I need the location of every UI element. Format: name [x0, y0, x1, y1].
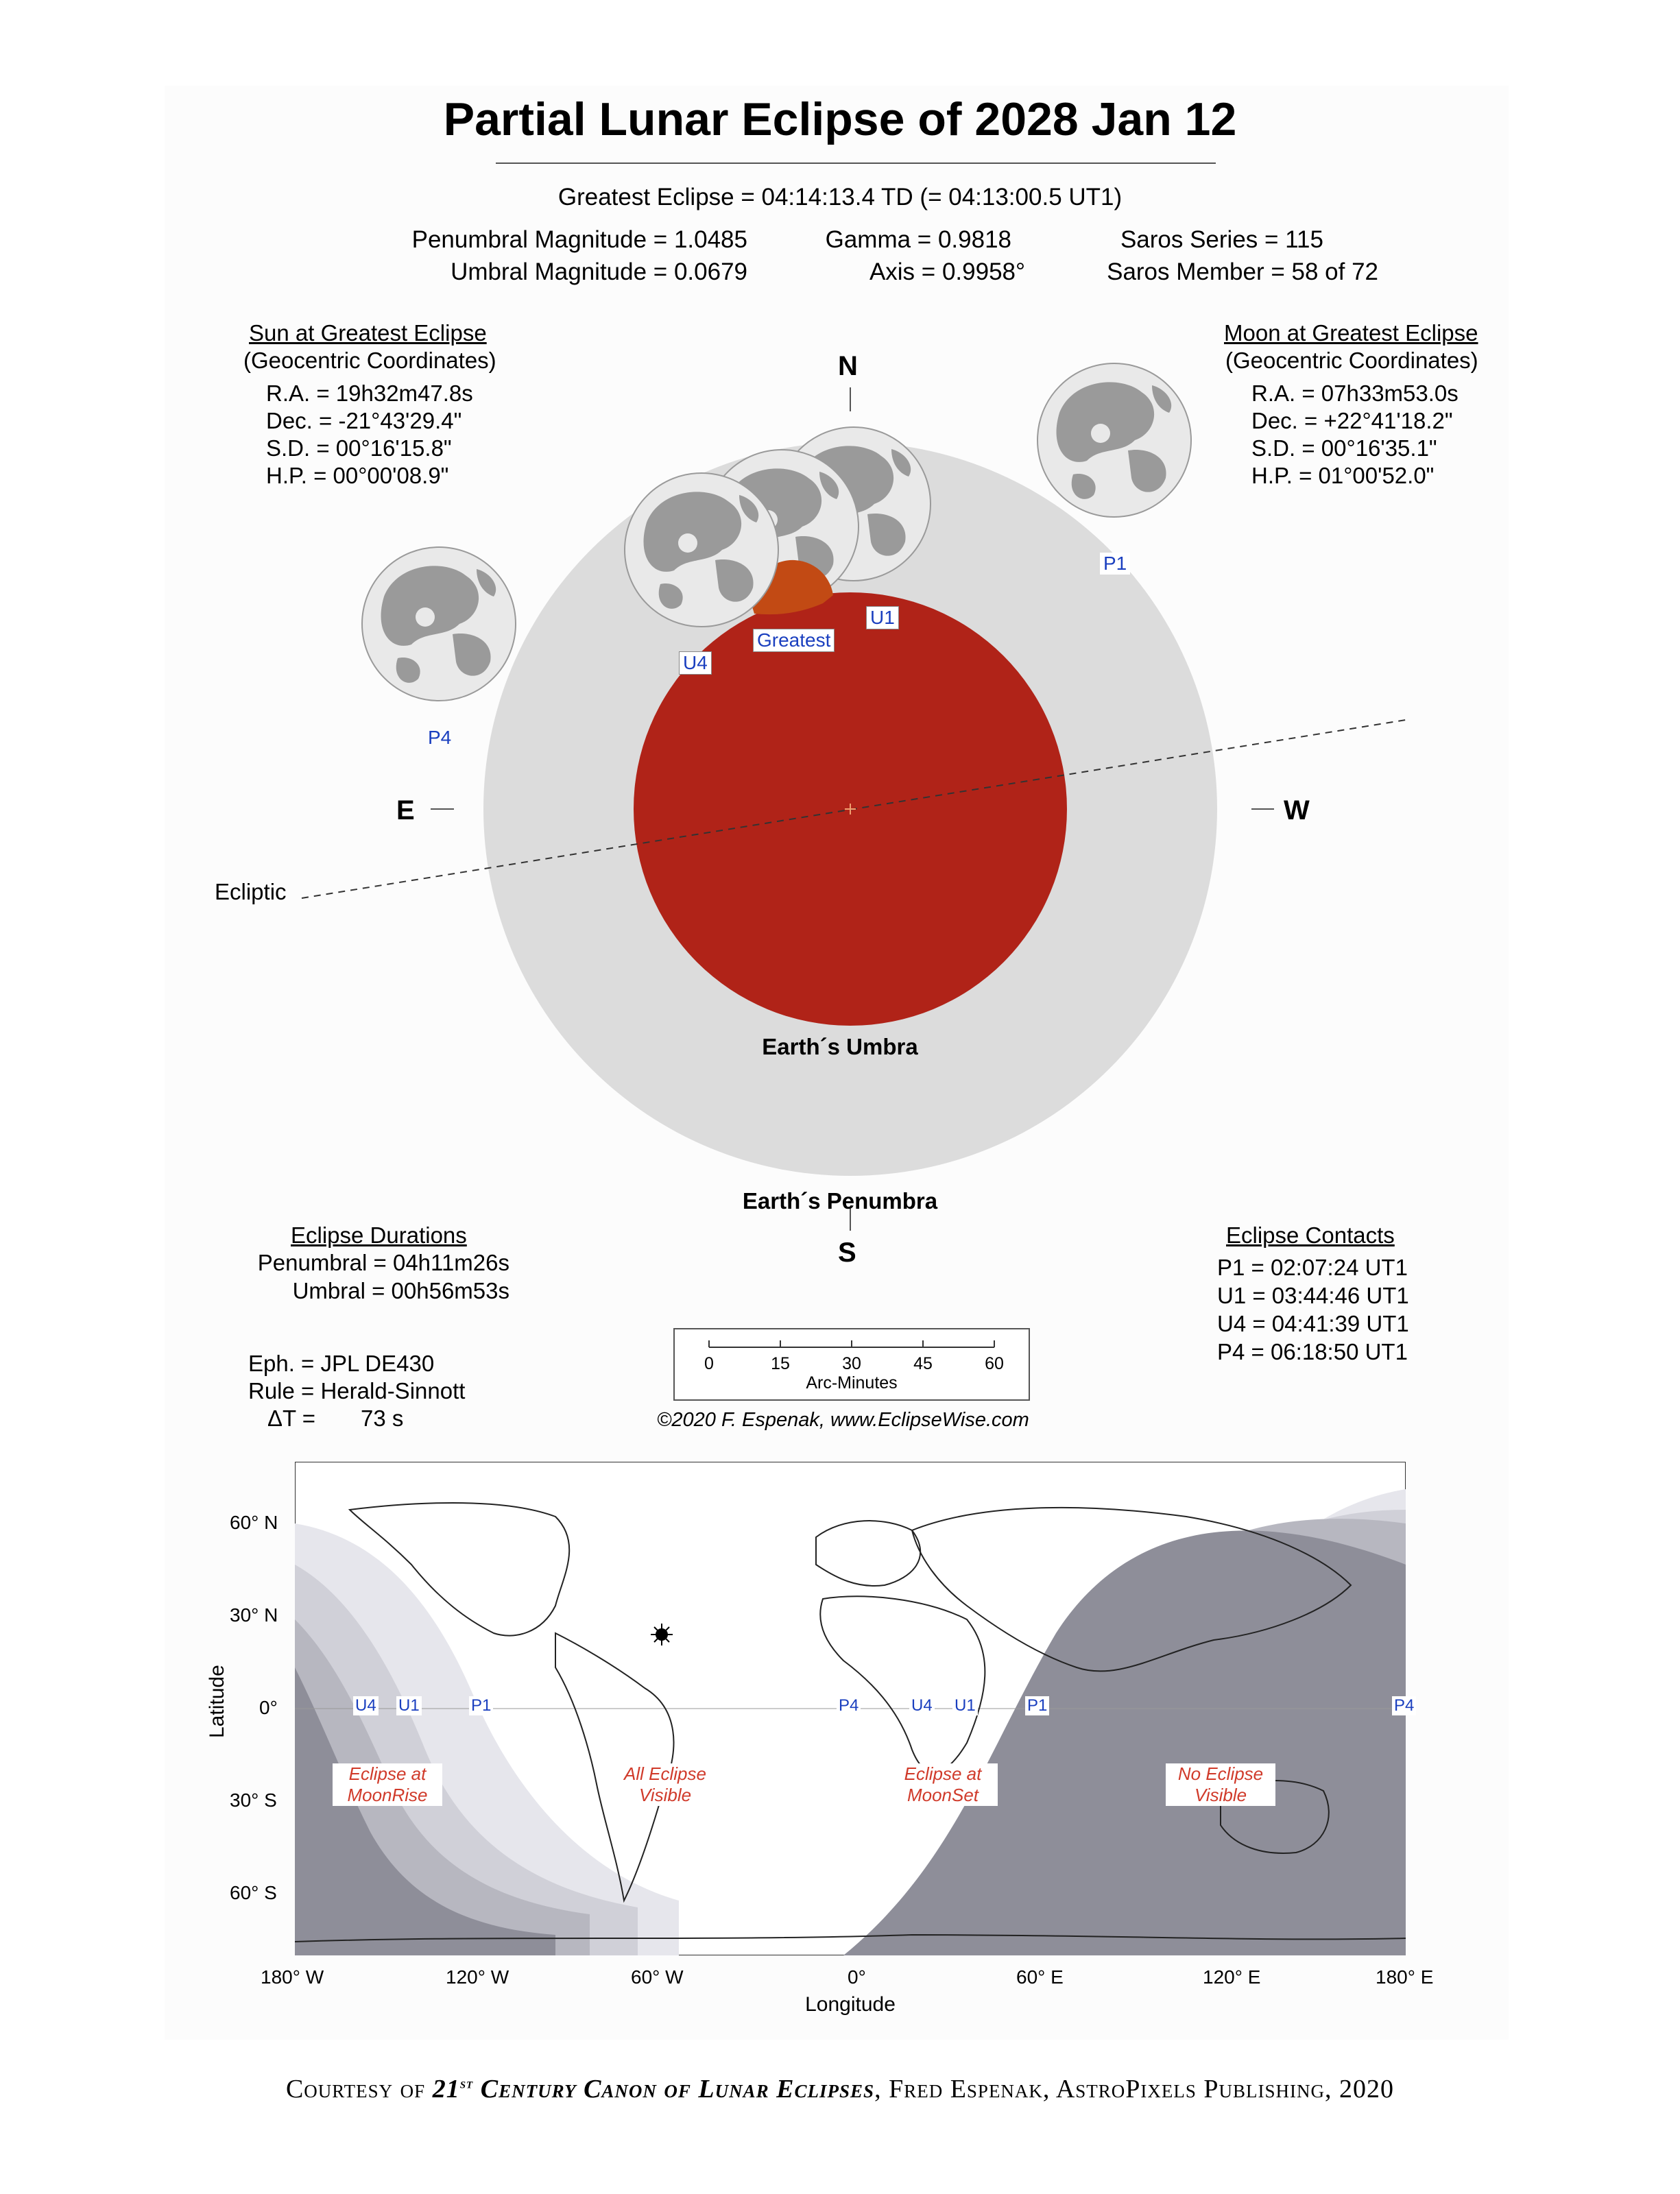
umbra-label: Earth´s Umbra: [762, 1034, 918, 1059]
scale-bar-box: [673, 1328, 1030, 1401]
footer-courtesy: Courtesy of: [285, 2075, 433, 2103]
footer-century-num: 21: [432, 2075, 460, 2103]
contact-label-u4: U4: [679, 651, 712, 675]
scale-label: Arc-Minutes: [806, 1373, 898, 1393]
lon-tick-0: 0°: [848, 1966, 866, 1988]
east-label: E: [396, 795, 415, 825]
moon-p1: [1037, 363, 1191, 517]
footer-century-sup: st: [459, 2074, 474, 2092]
sun-dec: Dec. = -21°43'29.4": [266, 408, 462, 433]
region-all-visible: [610, 1763, 720, 1806]
scale-tick-30: 30: [842, 1354, 861, 1373]
map-label-u1-left: U1: [396, 1696, 422, 1715]
region-moonset: [888, 1763, 998, 1806]
contacts-heading: Eclipse Contacts: [1226, 1222, 1395, 1248]
lon-tick-120e: 120° E: [1203, 1966, 1261, 1988]
lat-tick-30n: 30° N: [230, 1604, 278, 1626]
axis: Axis = 0.9958°: [869, 258, 1025, 285]
contact-label-greatest: Greatest: [753, 629, 835, 652]
ephemeris: Eph. = JPL DE430: [248, 1351, 435, 1376]
region-all-visible-line2: Visible: [610, 1785, 720, 1806]
saros-member: Saros Member = 58 of 72: [1107, 258, 1378, 285]
region-moonrise-line2: MoonRise: [333, 1785, 442, 1806]
duration-penumbral: Penumbral = 04h11m26s: [257, 1250, 509, 1275]
south-label: S: [838, 1238, 856, 1268]
contact-label-u1: U1: [866, 606, 899, 629]
moon-p4: [362, 547, 516, 701]
duration-umbral: Umbral = 00h56m53s: [292, 1278, 509, 1303]
lat-tick-60n: 60° N: [230, 1512, 278, 1533]
map-label-p1-mid: P1: [1025, 1696, 1049, 1715]
map-label-u1-mid: U1: [952, 1696, 978, 1715]
lon-tick-180w: 180° W: [261, 1966, 324, 1988]
durations-heading: Eclipse Durations: [291, 1222, 467, 1248]
scale-tick-45: 45: [913, 1354, 933, 1373]
umbral-magnitude: Umbral Magnitude = 0.0679: [451, 258, 747, 285]
contact-u1: U1 = 03:44:46 UT1: [1217, 1283, 1409, 1308]
moon-u4: [625, 473, 778, 627]
region-no-eclipse-line2: Visible: [1166, 1785, 1275, 1806]
footer-book: Century Canon of Lunar Eclipses: [473, 2075, 875, 2103]
lat-tick-0: 0°: [259, 1697, 278, 1718]
scale-tick-60: 60: [985, 1354, 1004, 1373]
footer-credit: [0, 2074, 1680, 2104]
sun-ra: R.A. = 19h32m47.8s: [266, 381, 473, 406]
lon-tick-60w: 60° W: [631, 1966, 684, 1988]
page-title: Partial Lunar Eclipse of 2028 Jan 12: [443, 93, 1237, 145]
sun-sd: S.D. = 00°16'15.8": [266, 435, 452, 461]
lat-tick-60s: 60° S: [230, 1882, 277, 1903]
moon-sub: (Geocentric Coordinates): [1225, 348, 1478, 373]
region-no-eclipse-line1: No Eclipse: [1166, 1763, 1275, 1785]
saros-series: Saros Series = 115: [1120, 226, 1323, 253]
penumbra-label: Earth´s Penumbra: [742, 1188, 938, 1214]
region-moonrise-line1: Eclipse at: [333, 1763, 442, 1785]
gamma: Gamma = 0.9818: [825, 226, 1011, 253]
contact-p4: P4 = 06:18:50 UT1: [1217, 1339, 1408, 1364]
copyright: ©2020 F. Espenak, www.EclipseWise.com: [657, 1409, 1029, 1431]
moon-ra: R.A. = 07h33m53.0s: [1251, 381, 1459, 406]
contact-p1: P1 = 02:07:24 UT1: [1217, 1255, 1408, 1280]
region-moonrise: [333, 1763, 442, 1806]
scale-tick-15: 15: [771, 1354, 790, 1373]
map-label-p1-left: P1: [469, 1696, 493, 1715]
sun-sub: (Geocentric Coordinates): [243, 348, 496, 373]
lat-tick-30s: 30° S: [230, 1789, 277, 1811]
penumbral-magnitude: Penumbral Magnitude = 1.0485: [411, 226, 747, 253]
footer-rest: , Fred Espenak, AstroPixels Publishing, 2020: [874, 2075, 1395, 2103]
map-xlabel: Longitude: [805, 1993, 896, 2016]
moon-dec: Dec. = +22°41'18.2": [1251, 408, 1453, 433]
contact-label-p1: P1: [1100, 553, 1130, 575]
moon-heading: Moon at Greatest Eclipse: [1224, 320, 1478, 346]
region-no-eclipse: [1166, 1763, 1275, 1806]
sun-heading: Sun at Greatest Eclipse: [249, 320, 487, 346]
region-moonset-line1: Eclipse at: [888, 1763, 998, 1785]
delta-t-value: 73 s: [361, 1406, 404, 1431]
greatest-eclipse: Greatest Eclipse = 04:14:13.4 TD (= 04:13:00.5 UT1): [557, 184, 1123, 210]
contact-u4: U4 = 04:41:39 UT1: [1217, 1311, 1409, 1336]
map-ylabel: Latitude: [206, 1665, 228, 1738]
west-label: W: [1284, 795, 1310, 825]
rule: Rule = Herald-Sinnott: [248, 1378, 466, 1403]
moon-hp: H.P. = 01°00'52.0": [1251, 463, 1435, 488]
lon-tick-60e: 60° E: [1016, 1966, 1064, 1988]
map-label-u4-left: U4: [353, 1696, 379, 1715]
moon-sd: S.D. = 00°16'35.1": [1251, 435, 1437, 461]
region-all-visible-line1: All Eclipse: [610, 1763, 720, 1785]
ecliptic-label: Ecliptic: [215, 879, 287, 904]
map-label-p4-right: P4: [1392, 1696, 1416, 1715]
delta-t-label: ΔT =: [267, 1406, 316, 1431]
scale-tick-0: 0: [704, 1354, 714, 1373]
region-moonset-line2: MoonSet: [888, 1785, 998, 1806]
north-label: N: [838, 351, 858, 381]
lon-tick-120w: 120° W: [446, 1966, 509, 1988]
contact-label-p4: P4: [428, 727, 452, 748]
map-label-u4-mid: U4: [909, 1696, 935, 1715]
map-label-p4-mid: P4: [837, 1696, 861, 1715]
sun-hp: H.P. = 00°00'08.9": [266, 463, 449, 488]
lon-tick-180e: 180° E: [1376, 1966, 1434, 1988]
